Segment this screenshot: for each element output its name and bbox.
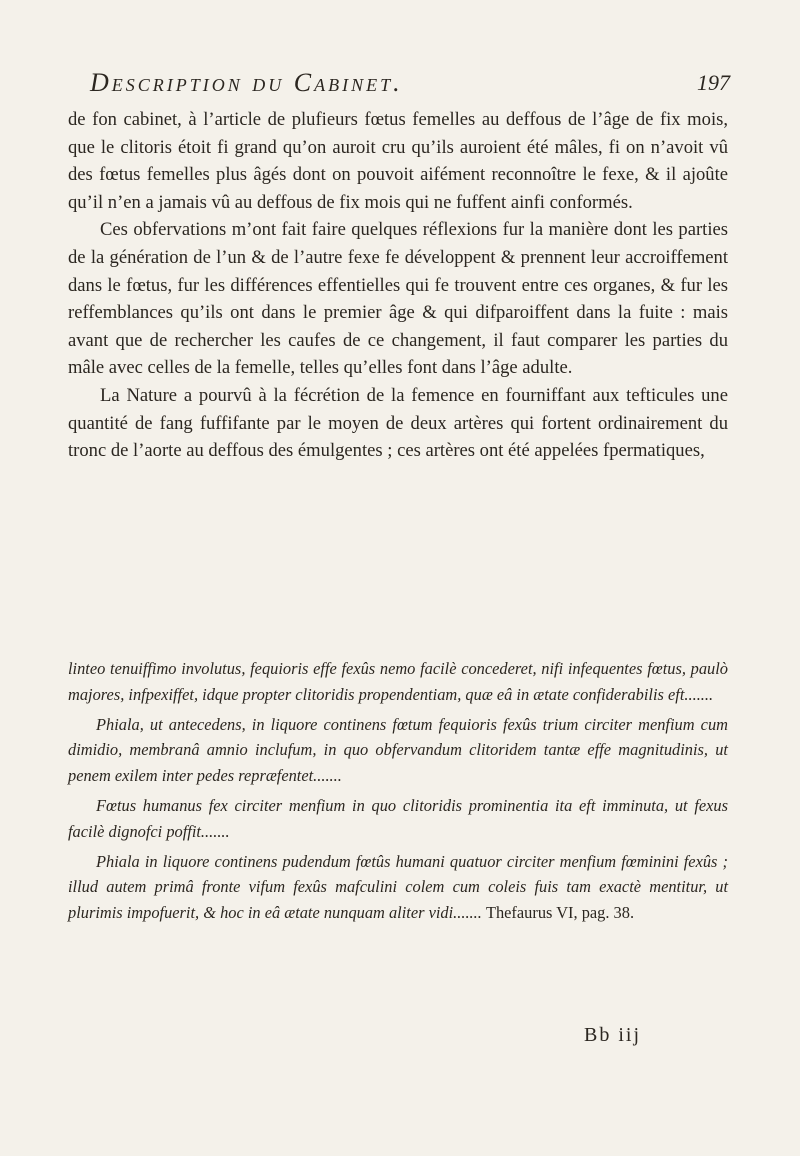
signature-mark: Bb iij [584,1024,642,1046]
paragraph: de fon cabinet, à l’article de plufieurs fœtus femelles au deffous de l’âge de fix mois, que le clitoris étoit fi grand qu’on auroit cru qu’ils auroient été mâles, fi on n’avoit vû des fœtus femelles plus âgés dont on pouvoit aifément reconnoître le fexe, & il ajoûte qu’il n’en a jamais vû au deffous de fix mois qui ne fuffent ainfi conformés. [68,109,728,213]
main-text [68,106,728,465]
citation: Thefaurus VI, pag. 38. [485,903,635,923]
paragraph: Ces obfervations m’ont fait faire quelques réflexions fur la manière dont les parties de la génération de l’un & de l’autre fexe fe développent & prennent leur accroiffement dans le fœtus, fur les différences effentielles qui fe trouvent entre ces organes, & fur les reffemblances qu’ils ont dans le premier âge & qui difparoiffent dans la fuite : mais avant que de rechercher les caufes de ce changement, il faut comparer les parties du mâle avec celles de la femelle, telles qu’elles font dans l’âge adulte. [68,219,728,379]
footnote-text: Phiala in liquore continens pudendum fœtûs humani quatuor circiter menfium fœminini fexûs ; illud autem primâ fronte vifum fexûs mafculini colem cum coleis fuis tam exactè mentitur, ut plurimis impofuerit, & hoc in eâ ætate nunquam aliter vidi....... [68,851,728,923]
footnote-paragraph: linteo tenuiffimo involutus, fequioris effe fexûs nemo facilè concederet, nifi infequentes fœtus, paulò majores, infpexiffet, idque propter clitoridis propendentiam, quæ eâ in ætate confiderabilis eft....... [68,659,728,704]
latin-footnotes [68,656,728,930]
footnote-paragraph [68,849,728,926]
footnote-paragraph: Fœtus humanus fex circiter menfium in quo clitoridis prominentia ita eft imminuta, ut fexus facilè dignofci poffit....... [68,795,728,841]
page-number: 197 [697,70,730,95]
running-head [90,68,730,102]
paragraph: La Nature a pourvû à la fécrétion de la femence en fourniffant aux tefticules une quantité de fang fuffifante par le moyen de deux artères qui fortent ordinairement du tronc de l’aorte au deffous des émulgentes ; ces artères ont été appelées fpermatiques, [68,384,728,462]
footnote-paragraph: Phiala, ut antecedens, in liquore continens fœtum fequioris fexûs trium circiter menfium cum dimidio, membranâ amnio inclufum, in quo obfervandum clitoridem tantæ effe magnitudinis, ut penem exilem inter pedes repræfentet....... [68,714,728,786]
running-title: Description du Cabinet. [90,68,403,97]
